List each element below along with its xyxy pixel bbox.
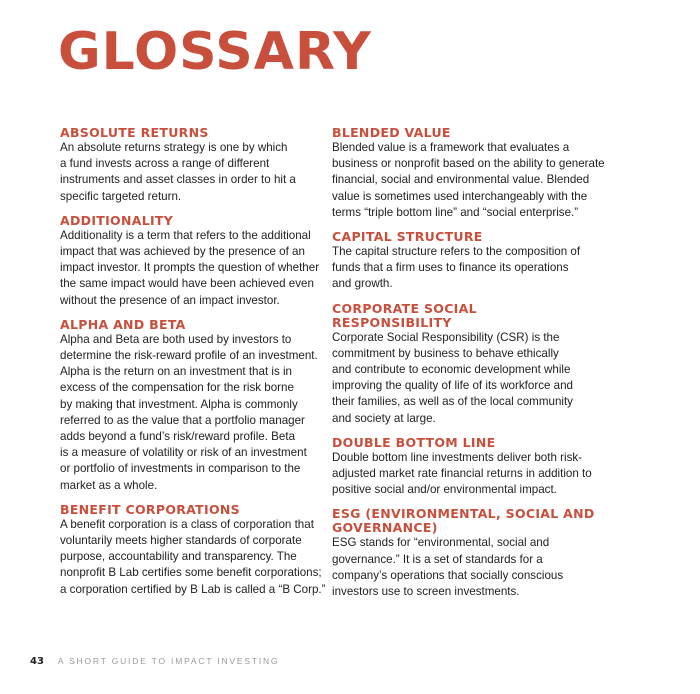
definition-line: nonprofit B Lab certifies some benefit corporations; <box>60 566 322 580</box>
page-title: GLOSSARY <box>58 22 372 82</box>
definition-line: positive social and/or environmental impact. <box>332 483 557 497</box>
glossary-entry-additionality <box>60 214 322 309</box>
glossary-definition <box>332 140 605 221</box>
definition-line: or portfolio of investments in comparison to the <box>60 462 301 476</box>
definition-line: Alpha and Beta are both used by investors to <box>60 332 292 346</box>
definition-line: An absolute returns strategy is one by which <box>60 141 288 154</box>
definition-line: purpose, accountability and transparency. The <box>60 550 297 564</box>
definition-line: specific targeted return. <box>60 189 182 203</box>
definition-line: instruments and asset classes in order to hit a <box>60 173 296 187</box>
glossary-right-column <box>332 125 605 600</box>
glossary-definition <box>332 330 594 427</box>
definition-line: business or nonprofit based on the ability to generate <box>332 157 605 171</box>
glossary-term <box>332 507 594 535</box>
glossary-entry-capital-structure <box>332 230 594 293</box>
definition-line: is a measure of volatility or risk of an investment <box>60 446 307 460</box>
definition-line: excess of the compensation for the risk borne <box>60 381 294 395</box>
term-line: CORPORATE SOCIAL <box>332 300 477 316</box>
definition-line: the same impact would have been achieved even <box>60 277 314 291</box>
glossary-term <box>332 436 594 450</box>
definition-line: market as a whole. <box>60 478 158 492</box>
glossary-entry-blended-value <box>332 125 605 221</box>
glossary-definition <box>60 140 322 205</box>
definition-line: terms “triple bottom line” and “social enterprise.” <box>332 205 579 219</box>
glossary-entry-esg <box>332 507 594 600</box>
definition-line: their families, as well as of the local community <box>332 395 573 409</box>
glossary-definition <box>332 535 594 600</box>
definition-line: company’s operations that socially conscious <box>332 568 564 582</box>
term-line: ESG (ENVIRONMENTAL, SOCIAL AND <box>332 506 595 522</box>
glossary-definition <box>60 228 322 309</box>
definition-line: commitment by business to behave ethically <box>332 346 559 360</box>
definition-line: A benefit corporation is a class of corporation that <box>60 517 314 531</box>
definition-line: The capital structure refers to the composition of <box>332 245 581 259</box>
glossary-term: ADDITIONALITY <box>60 212 174 228</box>
definition-line: by making that investment. Alpha is commonly <box>60 397 298 411</box>
definition-line: determine the risk-reward profile of an investment. <box>60 349 318 363</box>
glossary-entry-absolute-returns <box>60 126 322 205</box>
glossary-term: ABSOLUTE RETURNS <box>60 125 209 140</box>
glossary-definition <box>60 332 322 494</box>
term-line: BLENDED VALUE <box>332 125 451 140</box>
glossary-term: BENEFIT CORPORATIONS <box>60 501 240 517</box>
glossary-definition <box>332 244 594 293</box>
glossary-term: ALPHA AND BETA <box>60 316 186 332</box>
term-line: CAPITAL STRUCTURE <box>332 229 483 245</box>
definition-line: a fund invests across a range of different <box>60 157 270 171</box>
definition-line: impact investor. It prompts the question of whether <box>60 261 320 275</box>
definition-line: impact that was achieved by the presence of an <box>60 245 305 259</box>
definition-line: governance.” It is a set of standards for a <box>332 552 543 566</box>
glossary-entry-benefit-corporations <box>60 501 326 598</box>
definition-line: Blended value is a framework that evaluates a <box>332 141 570 154</box>
definition-line: a corporation certified by B Lab is called a “B Corp.” <box>60 582 326 596</box>
running-title: A SHORT GUIDE TO IMPACT INVESTING <box>57 656 280 666</box>
glossary-term <box>332 126 594 140</box>
definition-line: Additionality is a term that refers to the additional <box>60 228 311 242</box>
definition-line: financial, social and environmental value. Blended <box>332 173 590 187</box>
definition-line: voluntarily meets higher standards of corporate <box>60 534 302 548</box>
definition-line: and society at large. <box>332 411 436 425</box>
definition-line: investors use to screen investments. <box>332 585 520 599</box>
definition-line: funds that a firm uses to finance its operations <box>332 261 569 275</box>
page-footer <box>30 656 279 667</box>
glossary-entry-alpha-and-beta <box>60 318 322 494</box>
glossary-definition <box>60 517 326 598</box>
definition-line: value is sometimes used interchangeably with the <box>332 189 588 203</box>
term-line: RESPONSIBILITY <box>332 314 452 330</box>
term-line: DOUBLE BOTTOM LINE <box>332 434 496 450</box>
glossary-term <box>332 230 594 244</box>
definition-line: ESG stands for “environmental, social and <box>332 536 550 550</box>
glossary-definition <box>332 450 594 499</box>
glossary-entry-corporate-social-responsibility <box>332 302 594 427</box>
definition-line: and contribute to economic development while <box>332 363 571 377</box>
definition-line: Double bottom line investments deliver both risk- <box>332 450 583 464</box>
definition-line: and growth. <box>332 277 393 291</box>
definition-line: Alpha is the return on an investment that is in <box>60 365 293 379</box>
definition-line: improving the quality of life of its workforce and <box>332 379 574 393</box>
definition-line: referred to as the value that a portfolio manager <box>60 413 305 427</box>
page-number: 43 <box>30 656 44 667</box>
definition-line: without the presence of an impact investor. <box>60 293 280 307</box>
definition-line: Corporate Social Responsibility (CSR) is the <box>332 330 560 344</box>
term-line: GOVERNANCE) <box>332 520 438 536</box>
definition-line: adjusted market rate financial returns in addition to <box>332 467 592 481</box>
glossary-term <box>332 302 594 330</box>
glossary-left-column <box>60 125 326 598</box>
definition-line: adds beyond a fund’s risk/reward profile. Beta <box>60 430 296 444</box>
glossary-entry-double-bottom-line <box>332 436 594 499</box>
